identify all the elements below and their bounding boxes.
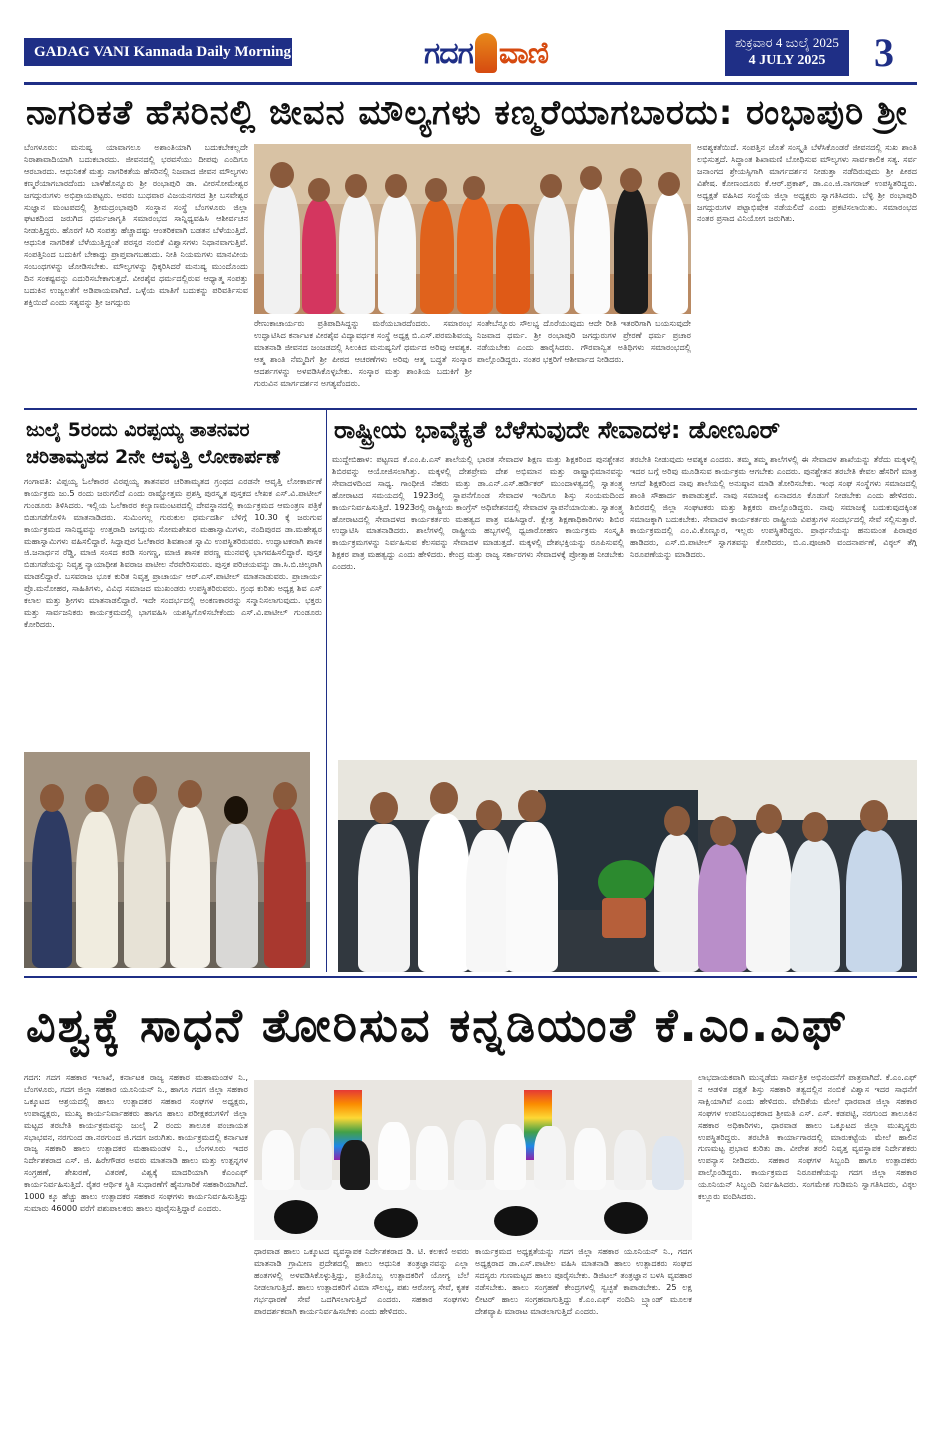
story4-photo <box>254 1080 692 1240</box>
story4-column-3: ಕಾರ್ಯಕ್ರಮದ ಅಧ್ಯಕ್ಷತೆಯನ್ನು ಗದಗ ಜಿಲ್ಲಾ ಸಹಕಾರ ಯೂನಿಯನ್ ನಿ., ಗದಗ ಅಧ್ಯಕ್ಷರಾದ ಡಾ.ಎಸ್.ಪಾಟೀಲ ವಹಿಸಿ ಮಾತನಾಡಿ ಹಾಲು ಉತ್ಪಾದಕರು ಸಂಘದ ಸದಸ್ಯರು ಗುಣಮಟ್ಟದ ಹಾಲು ಪೂರೈಸಬೇಕು. ಡಿಜಿಟಲ್ ತಂತ್ರಜ್ಞಾನ ಬಳಸಿ ವ್ಯವಹಾರ ನಡೆಸಬೇಕು. ಹಾಲು ಸಂಗ್ರಹಣೆ ಕೇಂದ್ರಗಳಲ್ಲಿ ಸ್ವಚ್ಛತೆ ಕಾಪಾಡಬೇಕು. 25 ಲಕ್ಷ ಲೀಟರ್ ಹಾಲು ಸಂಗ್ರಹವಾಗುತ್ತಿದ್ದು ಕೆ.ಎಂ.ಎಫ್ ನಂದಿನಿ ಬ್ರ್ಯಾಂಡ್ ಮೂಲಕ ದೇಶವ್ಯಾಪಿ ಮಾರಾಟ ಮಾಡಲಾಗುತ್ತಿದೆ ಎಂದರು. <box>475 1246 692 1316</box>
story2-photo <box>24 752 310 968</box>
date-box <box>725 30 849 76</box>
date-kannada: ಶುಕ್ರವಾರ 4 ಜುಲೈ 2025 <box>735 35 839 50</box>
story3-photo <box>338 760 917 972</box>
masthead-rule <box>24 82 917 85</box>
paper-name: GADAG VANI Kannada Daily Morning <box>34 44 291 60</box>
story3-headline: ರಾಷ್ಟ್ರೀಯ ಭಾವೈಕ್ಯತೆ ಬೆಳೆಸುವುದೇ ಸೇವಾದಳ: ಡೋಣೂರ್ <box>334 416 781 444</box>
story1-headline: ನಾಗರಿಕತೆ ಹೆಸರಿನಲ್ಲಿ ಜೀವನ ಮೌಲ್ಯಗಳು ಕಣ್ಮರೆಯಾಗಬಾರದು: ರಂಭಾಪುರಿ ಶ್ರೀ <box>26 93 908 133</box>
story2-headline-line2: ಚರಿತಾಮೃತದ 2ನೇ ಆವೃತ್ತಿ ಲೋಕಾರ್ಪಣೆ <box>26 446 280 468</box>
newspaper-logo <box>410 26 562 80</box>
logo-emblem-icon <box>475 33 497 73</box>
story1-column-1: ಬೆಂಗಳೂರು: ಮನುಷ್ಯ ಯಾವಾಗಲೂ ಅಶಾಂತಿಯಾಗಿ ಬದುಕಬೇಕಲ್ಲದೇ ನಿರಾಶಾವಾದಿಯಾಗಿ ಬದುಕಬಾರದು. ಜೀವನದಲ್ಲಿ ಭರವಸೆಯು ದೀಪವು ಎಂದಿಗೂ ಆರಬಾರದು. ಆಧುನಿಕತೆ ಮತ್ತು ನಾಗರಿಕತೆಯ ಹೆಸರಿನಲ್ಲಿ ನಿಜವಾದ ಜೀವನ ಮೌಲ್ಯಗಳು ಕಣ್ಮರೆಯಾಗಬಾರದೆಂದು ಬಾಳೆಹೊನ್ನೂರು ಶ್ರೀ ರಂಭಾಪುರಿ ಡಾ. ವೀರಸೋಮೇಶ್ವರ ಜಗದ್ಗುರುಗಳು ಅಭಿಪ್ರಾಯಪಟ್ಟರು. ಅವರು ಬುಧವಾರ ವಿಜಯನಗರದ ಶ್ರೀ ಬಸವೇಶ್ವರ ಸುಜ್ಞಾನ ಮಂಟಪದಲ್ಲಿ ಶ್ರೀಮದ್ರಂಭಾಪುರಿ ಸಂಸ್ಥಾನ ಸಂಸ್ಥೆ ಬೆಂಗಳೂರು ಜಿಲ್ಲಾ ಘಟಕದಿಂದ ಜರುಗಿದ ಧರ್ಮಜಾಗೃತಿ ಸಮಾರಂಭದ ಸಾನ್ನಿಧ್ಯವಹಿಸಿ ಆಶೀರ್ವಚನ ನೀಡುತ್ತಿದ್ದರು. ಹೊರಗೆ ಸಿರಿ ಸಂಪತ್ತು ಹೆಚ್ಚಾದಷ್ಟು ಆಂತರಿಕವಾಗಿ ಬಡತನ ಬೆಳೆಯುತ್ತಿದೆ. ಆಧುನಿಕ ನಾಗರಿಕತೆ ಬೆಳೆಯುತ್ತಿದ್ದಂತೆ ಪರಸ್ಪರ ನಂಬಿಕೆ ವಿಶ್ವಾಸಗಳು ನಿಧಾನವಾಗುತ್ತಿವೆ. ಸಂಪತ್ತಿನಿಂದ ಬದುಕಿಗೆ ಬೇಕಾದ್ದು ಪ್ರಾಪ್ತವಾಗಬಹುದು. ನೀತಿ ನಿಯಮಗಳು ಮಾನವೀಯ ಸಂಬಂಧಗಳನ್ನು ಜೋಡಿಸಬೇಕು. ಮೌಲ್ಯಗಳನ್ನು ಧಿಕ್ಕರಿಸಿದರೆ ಮನುಷ್ಯ ಮುಂದೊಂದು ದಿನ ಸಂಕಷ್ಟವನ್ನು ಎದುರಿಸಬೇಕಾಗುತ್ತದೆ. ವೀರಶೈವ ಧರ್ಮದಲ್ಲಿರುವ ಆಧ್ಯಾತ್ಮ ಸಂಪತ್ತು ಬದುಕಿನ ಉಜ್ವಲತೆಗೆ ಅಡಿಪಾಯವಾಗಿದೆ. ಒಳ್ಳೆಯ ಮಾತಿಗೆ ಬದುಕನ್ನು ಪರಿವರ್ತಿಸುವ ಶಕ್ತಿಯಿದೆ ಎಂದು ಸತ್ಯವನ್ನು ಶ್ರೀ ಜಗದ್ಗುರು <box>24 142 248 307</box>
story3-column-1: ಮುದ್ದೇಬಿಹಾಳ: ಪಟ್ಟಣದ ಕೆ.ಎಂ.ಪಿ.ಎಸ್ ಶಾಲೆಯಲ್ಲಿ ಭಾರತ ಸೇವಾದಳ ಶಿಕ್ಷಣ ಮತ್ತು ಶಿಕ್ಷಕರಿಂದ ಪುನಶ್ಚೇತನ ಶಿಬಿರವನ್ನು ಆಯೋಜಿಸಲಾಗಿತ್ತು. ಮಕ್ಕಳಲ್ಲಿ ದೇಶಪ್ರೇಮ ದೇಶ ಅಭಿಮಾನ ಮತ್ತು ರಾಷ್ಟ್ರಾಭಿಮಾನವನ್ನು ಸೇವಾದಳದಿಂದ ಸಾಧ್ಯ. ಗಾಂಧೀಜಿ ನೆಹರು ಮತ್ತು ಡಾ.ಎನ್.ಎಸ್.ಹರ್ಡಿಕರ್ ಮುಂದಾಳತ್ವದಲ್ಲಿ ಸ್ವಾತಂತ್ರ್ಯ ಹೋರಾಟದ ಸಮಯದಲ್ಲಿ 1923ರಲ್ಲಿ ಸ್ಥಾಪನೆಗೊಂಡ ಸೇವಾದಳ ಇಂದಿಗೂ ಶಿಸ್ತು ಸಂಯಮದಿಂದ ಕಾರ್ಯನಿರ್ವಹಿಸುತ್ತಿದೆ. 1923ರಲ್ಲಿ ರಾಷ್ಟ್ರೀಯ ಕಾಂಗ್ರೆಸ್ ಅಧಿವೇಶನದಲ್ಲಿ ಸೇವಾದಳ ಸ್ಥಾಪನೆಯಾಯಿತು. ಸ್ವಾತಂತ್ರ್ಯ ಹೋರಾಟದಲ್ಲಿ ಸೇವಾದಳದ ಕಾರ್ಯಕರ್ತರು ಮಹತ್ವದ ಪಾತ್ರ ವಹಿಸಿದ್ದಾರೆ. ಕ್ಷೇತ್ರ ಶಿಕ್ಷಣಾಧಿಕಾರಿಗಳು ಶಿಬಿರ ಉದ್ಘಾಟಿಸಿ ಮಾತನಾಡಿದರು. ಶಾಲೆಗಳಲ್ಲಿ ರಾಷ್ಟ್ರೀಯ ಹಬ್ಬಗಳಲ್ಲಿ ಧ್ವಜಾರೋಹಣ ಕಾರ್ಯಕ್ರಮ ಸಂಸ್ಕೃತಿ ಕಾರ್ಯಕ್ರಮಗಳನ್ನು ನಿರ್ವಹಿಸುವ ಕೆಲಸವನ್ನು ಸೇವಾದಳ ಮಾಡುತ್ತದೆ. ಮಕ್ಕಳಲ್ಲಿ ದೇಶಭಕ್ತಿಯನ್ನು ರೂಪಿಸುವಲ್ಲಿ ಶಿಕ್ಷಕರ ಪಾತ್ರ ಮಹತ್ವದ್ದು ಎಂದು ಹೇಳಿದರು. ಕೇಂದ್ರ ಮತ್ತು ರಾಜ್ಯ ಸರ್ಕಾರಗಳು ಸೇವಾದಳಕ್ಕೆ ಪ್ರೋತ್ಸಾಹ ನೀಡಬೇಕು ಎಂದರು. <box>332 454 624 572</box>
story4-column-2: ಧಾರವಾಡ ಹಾಲು ಒಕ್ಕೂಟದ ವ್ಯವಸ್ಥಾಪಕ ನಿರ್ದೇಶಕರಾದ ಡಿ. ಟಿ. ಕಲಕಣಿ ಅವರು ಮಾತನಾಡಿ ಗ್ರಾಮೀಣ ಪ್ರದೇಶದಲ್ಲಿ ಹಾಲು ಆಧುನಿಕ ತಂತ್ರಜ್ಞಾನವನ್ನು ಎಲ್ಲಾ ಹಂತಗಳಲ್ಲಿ ಅಳವಡಿಸಿಕೊಳ್ಳುತ್ತಿದ್ದು, ಪ್ರತಿಯೊಬ್ಬ ಉತ್ಪಾದಕರಿಗೆ ಯೋಗ್ಯ ಬೆಲೆ ನೀಡಲಾಗುತ್ತಿದೆ. ಹಾಲು ಉತ್ಪಾದಕರಿಗೆ ವಿಮಾ ಸೌಲಭ್ಯ, ಪಶು ಆರೋಗ್ಯ ಸೇವೆ, ಕೃತಕ ಗರ್ಭಧಾರಣೆ ಸೇವೆ ಒದಗಿಸಲಾಗುತ್ತಿದೆ ಎಂದರು. ಸಹಕಾರ ಸಂಘಗಳು ಪಾರದರ್ಶಕವಾಗಿ ಕಾರ್ಯನಿರ್ವಹಿಸಬೇಕು ಎಂದು ಹೇಳಿದರು. <box>254 1246 469 1316</box>
story3-column-2: ತರಬೇತಿ ನೀಡುವುದು ಆವಶ್ಯಕ ಎಂದರು. ತಮ್ಮ ತಮ್ಮ ಶಾಲೆಗಳಲ್ಲಿ ಈ ಸೇವಾದಳ ಶಾಖೆಯನ್ನು ತೆರೆದು ಮಕ್ಕಳಲ್ಲಿ ಇದರ ಬಗ್ಗೆ ಅರಿವು ಮೂಡಿಸುವ ಕಾರ್ಯಕ್ರಮ ಆಗಬೇಕು ಎಂದರು. ಪುನಶ್ಚೇತನ ತರಬೇತಿ ಕೇವಲ ಹೆಸರಿಗೆ ಮಾತ್ರ ಆಗದೆ ಶಿಕ್ಷಕರಿಂದ ನಾವು ಶಾಲೆಯಲ್ಲಿ ಅನುಷ್ಠಾನ ಮಾಡಿ ತೋರಿಸಬೇಕು. ಇಂಥ ಸಂಘ ಸಂಸ್ಥೆಗಳು ಸಮಾಜದಲ್ಲಿ ಶಾಂತಿ ಸೌಹಾರ್ದ ಕಾಪಾಡುತ್ತವೆ. ನಾವು ಸಮಾಜಕ್ಕೆ ಏನಾದರೂ ಕೊಡುಗೆ ನೀಡಬೇಕು ಎಂದು ಹೇಳಿದರು. ಶಿಬಿರದಲ್ಲಿ ಜಿಲ್ಲಾ ಸಂಘಟಕರು ಮತ್ತು ಶಿಕ್ಷಕರು ಪಾಲ್ಗೊಂಡಿದ್ದರು. ನಾವು ಸಮಾಜಕ್ಕೆ ಬದುಕುವುದಕ್ಕಿಂತ ಸಮಾಜಕ್ಕಾಗಿ ಬದುಕಬೇಕು. ಸೇವಾದಳ ಕಾರ್ಯಕರ್ತರು ರಾಷ್ಟ್ರೀಯ ವಿಪತ್ತುಗಳ ಸಂದರ್ಭದಲ್ಲಿ ಸೇವೆ ಸಲ್ಲಿಸುತ್ತಾರೆ. ಕಾರ್ಯಕ್ರಮದಲ್ಲಿ ಎಂ.ವಿ.ಕೊಣ್ಣೂರ, ಇಲ್ಲರು ಉಪಸ್ಥಿತರಿದ್ದರು. ಪ್ರಾರ್ಥನೆಯನ್ನು ಹನುಮಂತ ಪಿರಾಪುರ ಹಾಡಿದರು, ಎಸ್.ಬಿ.ಪಾಟೀಲ್ ಸ್ವಾಗತವನ್ನು ಕೋರಿದರು, ಬಿ.ಎ.ಪೂಜಾರಿ ವಂದನಾರ್ಪಣೆ, ವಿಠ್ಠಲ್ ತೆಗ್ಗಿ ನಿರೂಪಣೆಯನ್ನು ಮಾಡಿದರು. <box>630 454 917 560</box>
story4-headline: ವಿಶ್ವಕ್ಕೆ ಸಾಧನೆ ತೋರಿಸುವ ಕನ್ನಡಿಯಂತೆ ಕೆ.ಎಂ.ಎಫ್ <box>26 998 849 1052</box>
section-divider-2 <box>24 976 917 978</box>
column-divider <box>326 410 327 972</box>
story2-headline-line1: ಜುಲೈ 5ರಂದು ವಿರಪ್ಪಯ್ಯ ತಾತನವರ <box>26 419 250 441</box>
story1-photo <box>254 144 691 314</box>
story1-column-2: ರೇಣುಕಾಚಾರ್ಯರು ಪ್ರತಿಪಾದಿಸಿದ್ದನ್ನು ಮರೆಯಬಾರದೆಂದರು. ಸಮಾರಂಭ ಉದ್ಘಾಟಿಸಿದ ಕರ್ನಾಟಕ ವೀರಶೈವ ವಿದ್ಯಾವರ್ಧಕ ಸಂಸ್ಥೆ ಅಧ್ಯಕ್ಷ ಬಿ.ಎಸ್.ಪರಮಶಿವಯ್ಯ ಮಾತನಾಡಿ ಜೀವನದ ಜಂಜಡದಲ್ಲಿ ಸಿಲುಕಿದ ಮನುಷ್ಯನಿಗೆ ಧರ್ಮದ ಅರಿವು ಆವಶ್ಯಕ. ಆತ್ಮ ಶಾಂತಿ ನೆಮ್ಮದಿಗೆ ಶ್ರೀ ಪೀಠದ ಆಚರಣೆಗಳು ಅರಿವು ಆತ್ಮ ಬದ್ಧತೆ ಸಂಸ್ಕಾರ ಆದರ್ಶಗಳನ್ನು ಅಳವಡಿಸಿಕೊಳ್ಳಬೇಕು. ಸಂಸ್ಕಾರ ಮತ್ತು ಶಾಂತಿಯ ಬದುಕಿಗೆ ಶ್ರೀ ಗುರುವಿನ ಮಾರ್ಗದರ್ಶನ ಅಗತ್ಯವೆಂದರು. <box>254 318 472 388</box>
story4-column-1: ಗದಗ: ಗದಗ ಸಹಕಾರ ಇಲಾಖೆ, ಕರ್ನಾಟಕ ರಾಜ್ಯ ಸಹಕಾರ ಮಹಾಮಂಡಳ ನಿ., ಬೆಂಗಳೂರು, ಗದಗ ಜಿಲ್ಲಾ ಸಹಕಾರ ಯೂನಿಯನ್ ನಿ., ಹಾಗೂ ಗದಗ ಜಿಲ್ಲಾ ಸಹಕಾರ ಒಕ್ಕೂಟದ ಆಶ್ರಯದಲ್ಲಿ ಹಾಲು ಉತ್ಪಾದಕರ ಸಹಕಾರ ಸಂಘಗಳ ಅಧ್ಯಕ್ಷರು, ಉಪಾಧ್ಯಕ್ಷರು, ಮುಖ್ಯ ಕಾರ್ಯನಿರ್ವಾಹಕರು ಹಾಗೂ ಹಾಲು ಪರೀಕ್ಷಕರುಗಳಿಗೆ ಜಿಲ್ಲಾ ಮಟ್ಟದ ತರಬೇತಿ ಕಾರ್ಯಕ್ರಮವನ್ನು ಜುಲೈ 2 ರಂದು ತಾಲೂಕ ಪಂಚಾಯತ ಸಭಾಭವನ, ನರಗುಂದ ಡಾ.ನರಗುಂದ ಜಿ.ಗದಗ ಜರುಗಿತು. ಕಾರ್ಯಕ್ರಮದಲ್ಲಿ ಕರ್ನಾಟಕ ರಾಜ್ಯ ಸಹಕಾರಿ ಹಾಲು ಉತ್ಪಾದಕರ ಮಹಾಮಂಡಳ ನಿ., ಬೆಂಗಳೂರು ಇದರ ನಿರ್ದೇಶಕರಾದ ಎಸ್. ಜಿ. ಹಿರೇಗೌಡರ ಅವರು ಮಾತನಾಡಿ ಹಾಲು ಮತ್ತು ಉತ್ಪನ್ನಗಳ ಸಂಗ್ರಹಣೆ, ಶೇಖರಣೆ, ವಿತರಣೆ, ವಿಶ್ವಕ್ಕೆ ಮಾದರಿಯಾಗಿ ಕೆಎಂಎಫ್ ಕಾರ್ಯನಿರ್ವಹಿಸುತ್ತಿದೆ. ರೈತರ ಆರ್ಥಿಕ ಸ್ಥಿತಿ ಸುಧಾರಣೆಗೆ ಹೈನುಗಾರಿಕೆ ಸಹಕಾರಿಯಾಗಿದೆ. 1000 ಕ್ಕೂ ಹೆಚ್ಚು ಹಾಲು ಉತ್ಪಾದಕರ ಸಹಕಾರ ಸಂಘಗಳು ಕಾರ್ಯನಿರ್ವಹಿಸುತ್ತಿದ್ದು ಸುಮಾರು 46000 ವರೆಗೆ ಪಶುಪಾಲಕರು ಹಾಲು ಪೂರೈಸುತ್ತಿದ್ದಾರೆ ಎಂದರು. <box>24 1072 248 1213</box>
page-number: 3 <box>851 30 917 76</box>
logo-text-left: ಗದಗ <box>424 35 473 71</box>
paper-name-banner <box>24 38 292 66</box>
story1-column-4: ಅವಶ್ಯಕತೆಯಿದೆ. ಸಂಪತ್ತಿನ ಜೊತೆ ಸಂಸ್ಕೃತಿ ಬೆಳೆಸಿಕೊಂಡರೆ ಜೀವನದಲ್ಲಿ ಸುಖ ಶಾಂತಿ ಲಭಿಸುತ್ತದೆ. ಸಿದ್ಧಾಂತ ಶಿಖಾಮಣಿ ಬೋಧಿಸುವ ಮೌಲ್ಯಗಳು ಸಾರ್ವಕಾಲಿಕ ಸತ್ಯ. ಸರ್ವ ಜನಾಂಗದ ಶ್ರೇಯಸ್ಸಿಗಾಗಿ ಮಾರ್ಗದರ್ಶನ ನೀಡುತ್ತಾ ನಡೆದಿರುವುದು ಶ್ರೀ ಪೀಠದ ವಿಶೇಷ. ಕೋಣಂದೂರು ಕೆ.ಆರ್.ಪ್ರಕಾಶ್, ಡಾ.ಎಂ.ಜಿ.ನಾಗರಾಜ್ ಉಪಸ್ಥಿತರಿದ್ದರು. ಅಧ್ಯಕ್ಷತೆ ವಹಿಸಿದ ಸಂಸ್ಥೆಯ ಜಿಲ್ಲಾ ಅಧ್ಯಕ್ಷರು ಸ್ವಾಗತಿಸಿದರು. ಬೆಳ್ಳಿ ಶ್ರೀ ರಂಭಾಪುರಿ ಜಗದ್ಗುರುಗಳ ಪಟ್ಟಾಭಿಷೇಕ ನಡೆಯಲಿದೆ ಎಂದು ಪ್ರಕಟಿಸಲಾಯಿತು. ಸಮಾರಂಭದ ನಂತರ ಪ್ರಸಾದ ವಿನಿಯೋಗ ಜರುಗಿತು. <box>697 142 917 224</box>
story1-column-3: ಸಂತೇಬೆನ್ನೂರು ಸೌಲಭ್ಯ ದೊರೆಯುವುದು ಆದೇ ರೀತಿ ಇತರರಿಗಾಗಿ ಬಯಸುವುದೇ ನಿಜವಾದ ಧರ್ಮ. ಶ್ರೀ ರಂಭಾಪುರಿ ಜಗದ್ಗುರುಗಳ ಪ್ರೇರಣೆ ಧರ್ಮ ಪ್ರಚಾರ ನಡೆಯಬೇಕು ಎಂದು ಹಾರೈಸಿದರು. ಗೌರವಾನ್ವಿತ ಅತಿಥಿಗಳು ಸಮಾರಂಭದಲ್ಲಿ ಪಾಲ್ಗೊಂಡಿದ್ದರು. ನಂತರ ಭಕ್ತರಿಗೆ ಆಶೀರ್ವಾದ ನೀಡಿದರು. <box>477 318 691 364</box>
date-english: 4 JULY 2025 <box>748 53 826 68</box>
story4-column-4: ಲಾಭದಾಯಕವಾಗಿ ಮುನ್ನಡೆದು ಸಾರ್ವತ್ರಿಕ ಅಭಿನಂದನೆಗೆ ಪಾತ್ರವಾಗಿದೆ. ಕೆ.ಎಂ.ಎಫ್ ನ ಆಡಳಿತ ದಕ್ಷತೆ ಶಿಸ್ತು ಸಹಕಾರಿ ತತ್ವದಲ್ಲಿನ ನಂಬಿಕೆ ವಿಶ್ವಾಸ ಇದರ ಸಾಧನೆಗೆ ಸಾಕ್ಷಿಯಾಗಿವೆ ಎಂದು ಹೇಳಿದರು. ವೇದಿಕೆಯ ಮೇಲೆ ಧಾರವಾಡ ಜಿಲ್ಲಾ ಸಹಕಾರ ಸಂಘಗಳ ಉಪನಿಬಂಧಕರಾದ ಶ್ರೀಮತಿ ಎಸ್. ಎಸ್. ಕಡಪಟ್ಟಿ, ನರಗುಂದ ತಾಲೂಕಿನ ಸಹಕಾರ ಅಧಿಕಾರಿಗಳು, ಧಾರವಾಡ ಹಾಲು ಒಕ್ಕೂಟದ ಜಿಲ್ಲಾ ಮುಖ್ಯಸ್ಥರು ಉಪಸ್ಥಿತರಿದ್ದರು. ತರಬೇತಿ ಕಾರ್ಯಾಗಾರದಲ್ಲಿ ಮಾರುಕಟ್ಟೆಯ ಮೇಲೆ ಹಾಲಿನ ಗುಣಮಟ್ಟ ಪ್ರಭಾವ ಕುರಿತು ಡಾ. ವೀರೇಶ ತರಲಿ ನಿವೃತ್ತ ವ್ಯವಸ್ಥಾಪಕ ನಿರ್ದೇಶಕರು ಉಪನ್ಯಾಸ ನೀಡಿದರು. ಸಹಕಾರ ಸಂಘಗಳ ಸಿಬ್ಬಂದಿ ಹಾಗೂ ಉತ್ಪಾದಕರು ಪಾಲ್ಗೊಂಡಿದ್ದರು. ಕಾರ್ಯಕ್ರಮದ ನಿರೂಪಣೆಯನ್ನು ಗದಗ ಜಿಲ್ಲಾ ಸಹಕಾರ ಯೂನಿಯನ್ ಸಿಬ್ಬಂದಿ ನಿರ್ವಹಿಸಿದರು. ಸಂಗಮೇಶ ಗುಡಿಮನಿ ಸ್ವಾಗತಿಸಿದರು, ವಿಠ್ಠಲ ಕಲ್ಲೂರು ವಂದಿಸಿದರು. <box>698 1072 917 1202</box>
story2-body: ಗಂಗಾವತಿ: ವಿಪ್ಪಯ್ಯ ಓಲೆಕಾರರ ವಿರಪ್ಪಯ್ಯ ತಾತನವರ ಚರಿತಾಮೃತದ ಗ್ರಂಥದ ಎರಡನೇ ಆವೃತ್ತಿ ಲೋಕಾರ್ಪಣೆ ಕಾರ್ಯಕ್ರಮ ಜು.5 ರಂದು ಜರುಗಲಿದೆ ಎಂದು ರಾಷ್ಟ್ರೋತ್ತಮ ಪ್ರಶಸ್ತಿ ಪುರಸ್ಕೃತ ಪುಸ್ತಕದ ಲೇಖಕ ಎಸ್.ವಿ.ಪಾಟೀಲ್ ಗುಂಡೂರು ತಿಳಿಸಿದರು. ಇಲ್ಲಿಯ ಓಲೆಕಾರರ ಕಲ್ಯಾಣಮಂಟಪದಲ್ಲಿ ದೇವಸ್ಥಾನದಲ್ಲಿ ಕಾರ್ಯಕ್ರಮದ ಆಮಂತ್ರಣ ಪತ್ರಿಕೆ ಬಿಡುಗಡೆಗೊಳಿಸಿ ಮಾತನಾಡಿದರು. ಸುಮಿಂಗಲ್ಲ ಗುರುಕುಲ ಧರ್ಮದರ್ಶಿ ಬೆಳಿಗ್ಗೆ 10.30 ಕ್ಕೆ ಜರುಗುವ ಕಾರ್ಯಕ್ರಮದ ಸಾನಿಧ್ಯವನ್ನು ಉತ್ತರಾದಿ ಜಗದ್ಗುರು ಸೋಮಶೇಖರ ಮಹಾಸ್ವಾಮಿಗಳು, ನಂದಿಪುರದ ಡಾ.ಮಹೇಶ್ವರ ಮಹಾಸ್ವಾಮಿಗಳು ವಹಿಸಲಿದ್ದಾರೆ. ಸಿದ್ದಾಪುರ ಓಲೆಕಾರರ ಶಿವಶಾಂತ ಸ್ವಾಮಿ ಉಪಸ್ಥಿತರಿರುವರು. ಉದ್ಘಾಟಕರಾಗಿ ಶಾಸಕ ಜಿ.ಜನಾರ್ಧನ ರೆಡ್ಡಿ, ಮಾಜಿ ಸಂಸದ ಕರಡಿ ಸಂಗಣ್ಣ, ಮಾಜಿ ಶಾಸಕ ಪರಣ್ಣ ಮುನವಳ್ಳಿ ಭಾಗವಹಿಸಲಿದ್ದಾರೆ. ಪುಸ್ತಕ ಬಿಡುಗಡೆಯನ್ನು ನಿವೃತ್ತ ನ್ಯಾಯಾಧೀಶ ಶಿವರಾಜ ಪಾಟೀಲ ನೆರವೇರಿಸುವರು. ಪುಸ್ತಕ ಪರಿಚಯವನ್ನು ಡಾ.ಸಿ.ಬಿ.ಚಿಲ್ಕರಾಗಿ ಮಾಡಲಿದ್ದಾರೆ. ಬಸವರಾಜ ಭೂಕ ಕುರಿತ ನಿವೃತ್ತ ಪ್ರಾಚಾರ್ಯ ಆರ್.ಎಸ್.ಪಾಟೀಲ್ ಮಾತನಾಡುವರು. ಪ್ರಾಚಾರ್ಯ ಪ್ರೊ.ಮನೋಹರ, ಸಾಹಿತಿಗಳು, ವಿವಿಧ ಸಮಾಜದ ಮುಖಂಡರು ಉಪಸ್ಥಿತರಿರುವರು. ಗ್ರಂಥ ಕುರಿತು ಅಧ್ಯಕ್ಷ ಶಿವ ಎಸ್ ಕಲಾಲ ಮತ್ತು ಶ್ರೀಗಳು ಮಾತನಾಡಲಿದ್ದಾರೆ. ಇದೇ ಸಂದರ್ಭದಲ್ಲಿ ಅಂಕಣಕಾರರನ್ನು ಸನ್ಮಾನಿಸಲಾಗುವುದು. ಭಕ್ತರು ಮತ್ತು ಸಾರ್ವಜನಿಕರು ಕಾರ್ಯಕ್ರಮದಲ್ಲಿ ಭಾಗವಹಿಸಿ ಯಶಸ್ವಿಗೊಳಿಸಬೇಕೆಂದು ಎಸ್.ವಿ.ಪಾಟೀಲ್ ಗುಂಡೂರು ಕೋರಿದರು. <box>24 476 322 629</box>
logo-text-right: ವಾಣಿ <box>498 35 548 71</box>
